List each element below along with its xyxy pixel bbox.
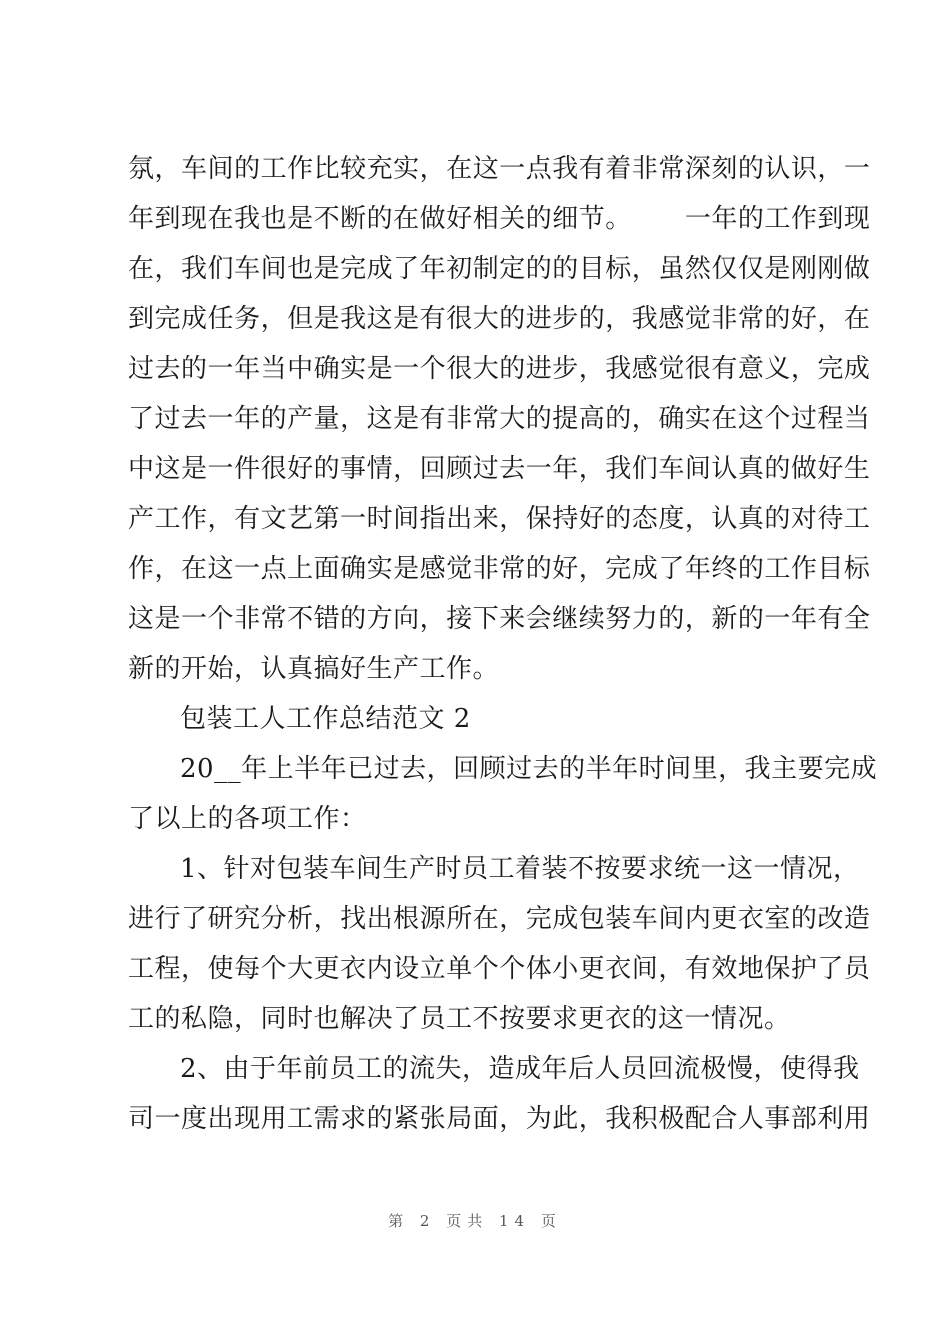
- text-line: 新的开始，认真搞好生产工作。: [128, 654, 500, 684]
- text-line: 进 行 了 研 究 分 析 ， 找 出 根 源 所 在 ， 完 成 包 装 车 间 内 更 衣 室 的 改 造: [128, 904, 871, 934]
- page-number: 第 2 页共 14 页: [388, 1212, 562, 1230]
- section-heading: 包装工人工作总结范文 2: [180, 704, 471, 734]
- text-line: 过 去 的 一 年 当 中 确 实 是 一 个 很 大 的 进 步 ， 我 感 觉 很 有 意 义 ， 完 成: [128, 354, 871, 384]
- text-line: 了 过 去 一 年 的 产 量 ， 这 是 有 非 常 大 的 提 高 的 ， 确 实 在 这 个 过 程 当: [128, 404, 871, 434]
- text-line: 司 一 度 出 现 用 工 需 求 的 紧 张 局 面 ， 为 此 ， 我 积 极 配 合 人 事 部 利 用: [128, 1104, 871, 1134]
- list-item-1: 1、针对包装车间生产时员工着装不按要求统一这一情况，: [180, 854, 860, 884]
- document-body: [128, 144, 878, 1144]
- text-line: 20__年上半年已过去，回顾过去的半年时间里，我主要完成: [180, 754, 878, 784]
- text-line: 了以上的各项工作：: [128, 804, 367, 834]
- text-line: 氛 ， 车 间 的 工 作 比 较 充 实 ， 在 这 一 点 我 有 着 非 常 深 刻 的 认 识 ， 一: [128, 154, 871, 184]
- text-line: 年 到 现 在 我 也 是 不 断 的 在 做 好 相 关 的 细 节 。 一 年 的 工 作 到 现: [128, 204, 871, 234]
- text-line: 中 这 是 一 件 很 好 的 事 情 ， 回 顾 过 去 一 年 ， 我 们 车 间 认 真 的 做 好 生: [128, 454, 871, 484]
- list-item-2: 2、由于年前员工的流失，造成年后人员回流极慢，使得我: [180, 1054, 860, 1084]
- text-line: 这 是 一 个 非 常 不 错 的 方 向 ， 接 下 来 会 继 续 努 力 的 ， 新 的 一 年 有 全: [128, 604, 871, 634]
- text-line: 产 工 作 ， 有 文 艺 第 一 时 间 指 出 来 ， 保 持 好 的 态 度 ， 认 真 的 对 待 工: [128, 504, 871, 534]
- text-line: 工的私隐，同时也解决了员工不按要求更衣的这一情况。: [128, 1004, 791, 1034]
- text-line: 作 ， 在 这 一 点 上 面 确 实 是 感 觉 非 常 的 好 ， 完 成 了 年 终 的 工 作 目 标: [128, 554, 871, 584]
- text-line: 在 ， 我 们 车 间 也 是 完 成 了 年 初 制 定 的 的 目 标 ， 虽 然 仅 仅 是 刚 刚 做: [128, 254, 871, 284]
- text-line: 工 程 ， 使 每 个 大 更 衣 内 设 立 单 个 个 体 小 更 衣 间 ， 有 效 地 保 护 了 员: [128, 954, 871, 984]
- text-line: 到 完 成 任 务 ， 但 是 我 这 是 有 很 大 的 进 步 的 ， 我 感 觉 非 常 的 好 ， 在: [128, 304, 871, 334]
